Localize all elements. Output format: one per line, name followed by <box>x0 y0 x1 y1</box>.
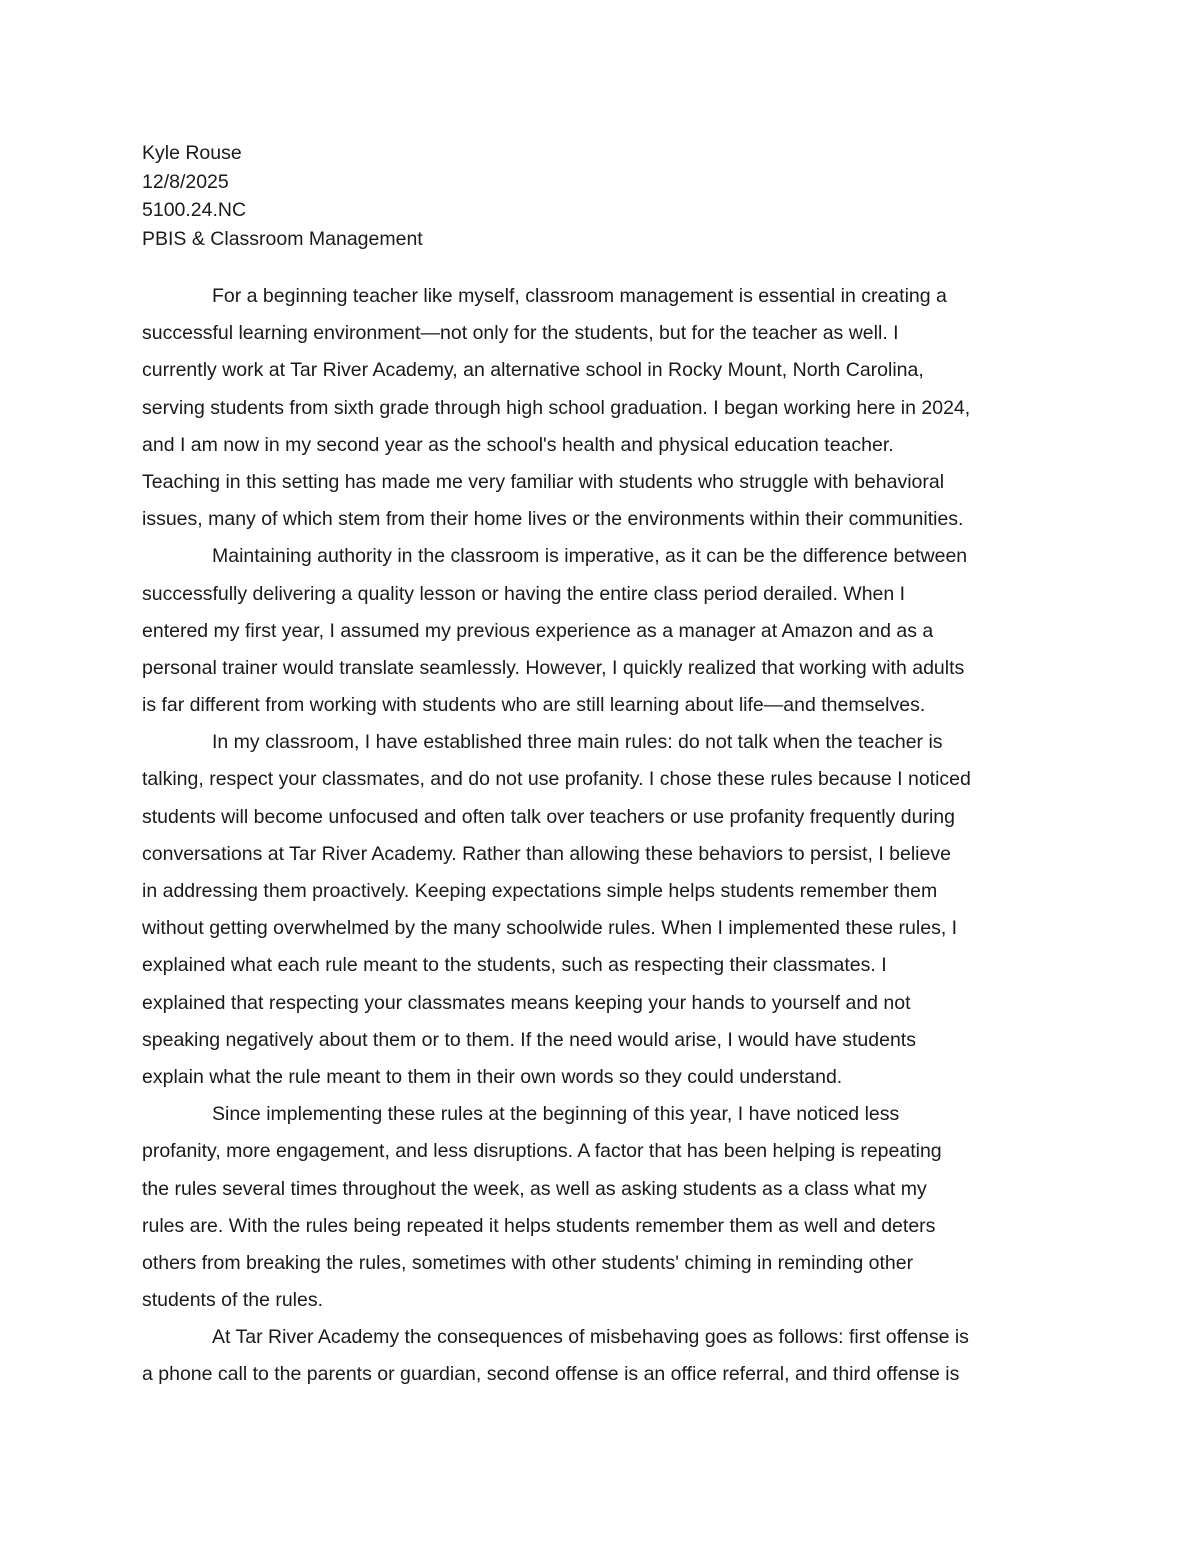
paragraph-line: entered my first year, I assumed my previous experience as a manager at Amazon and as a <box>142 619 934 642</box>
paragraph-line: issues, many of which stem from their home lives or the environments within their communities. <box>142 508 964 531</box>
paragraph-line: in addressing them proactively. Keeping expectations simple helps students remember them <box>142 880 938 902</box>
paragraph-line: successful learning environment—not only for the students, but for the teacher as well. I <box>142 322 899 345</box>
paragraph-line: talking, respect your classmates, and do not use profanity. I chose these rules because I noticed <box>142 768 971 791</box>
course-code: 5100.24.NC <box>142 199 247 222</box>
paragraph-line: Teaching in this setting has made me very familiar with students who struggle with behavioral <box>142 470 945 493</box>
paragraph-first-line: In my classroom, I have established three main rules: do not talk when the teacher is <box>212 731 943 754</box>
document-date: 12/8/2025 <box>142 170 229 193</box>
paragraph-first-line: Since implementing these rules at the beginning of this year, I have noticed less <box>212 1103 900 1126</box>
author-name: Kyle Rouse <box>142 142 242 164</box>
paragraph-line: without getting overwhelmed by the many schoolwide rules. When I implemented these rules, I <box>142 917 958 940</box>
heading-block <box>142 139 423 254</box>
paragraph-line: currently work at Tar River Academy, an alternative school in Rocky Mount, North Carolina, <box>142 359 924 382</box>
paragraph-line: conversations at Tar River Academy. Rather than allowing these behaviors to persist, I believe <box>142 842 951 865</box>
paragraph-first-line: For a beginning teacher like myself, classroom management is essential in creating a <box>212 285 947 307</box>
paragraph-line: speaking negatively about them or to them. If the need would arise, I would have students <box>142 1028 916 1051</box>
essay-body <box>142 278 1062 1394</box>
paragraph-line: explained that respecting your classmates means keeping your hands to yourself and not <box>142 991 911 1014</box>
paragraph-line: and I am now in my second year as the school's health and physical education teacher. <box>142 433 894 456</box>
paragraph-line: successfully delivering a quality lesson or having the entire class period derailed. When I <box>142 582 906 605</box>
paragraph-first-line: At Tar River Academy the consequences of misbehaving goes as follows: first offense is <box>212 1326 969 1349</box>
paragraph-line: is far different from working with students who are still learning about life—and themselves. <box>142 694 926 717</box>
paragraph-line: explain what the rule meant to them in their own words so they could understand. <box>142 1065 843 1088</box>
paragraph-line: serving students from sixth grade through high school graduation. I began working here in 2024, <box>142 396 971 419</box>
paragraph-line: students will become unfocused and often talk over teachers or use profanity frequently during <box>142 805 955 828</box>
paragraph-line: rules are. With the rules being repeated it helps students remember them as well and deters <box>142 1214 936 1237</box>
paragraph-line: a phone call to the parents or guardian, second offense is an office referral, and third offense is <box>142 1363 960 1386</box>
paragraph-line: profanity, more engagement, and less disruptions. A factor that has been helping is repeating <box>142 1140 942 1163</box>
paragraph-line: explained what each rule meant to the students, such as respecting their classmates. I <box>142 954 887 977</box>
paragraph-line: students of the rules. <box>142 1289 324 1312</box>
document-title: PBIS & Classroom Management <box>142 228 423 251</box>
paragraph-line: the rules several times throughout the week, as well as asking students as a class what my <box>142 1177 927 1200</box>
paragraph-first-line: Maintaining authority in the classroom is imperative, as it can be the difference between <box>212 545 968 568</box>
paragraph-line: personal trainer would translate seamlessly. However, I quickly realized that working with adults <box>142 656 965 679</box>
paragraph-line: others from breaking the rules, sometimes with other students' chiming in reminding other <box>142 1251 914 1274</box>
